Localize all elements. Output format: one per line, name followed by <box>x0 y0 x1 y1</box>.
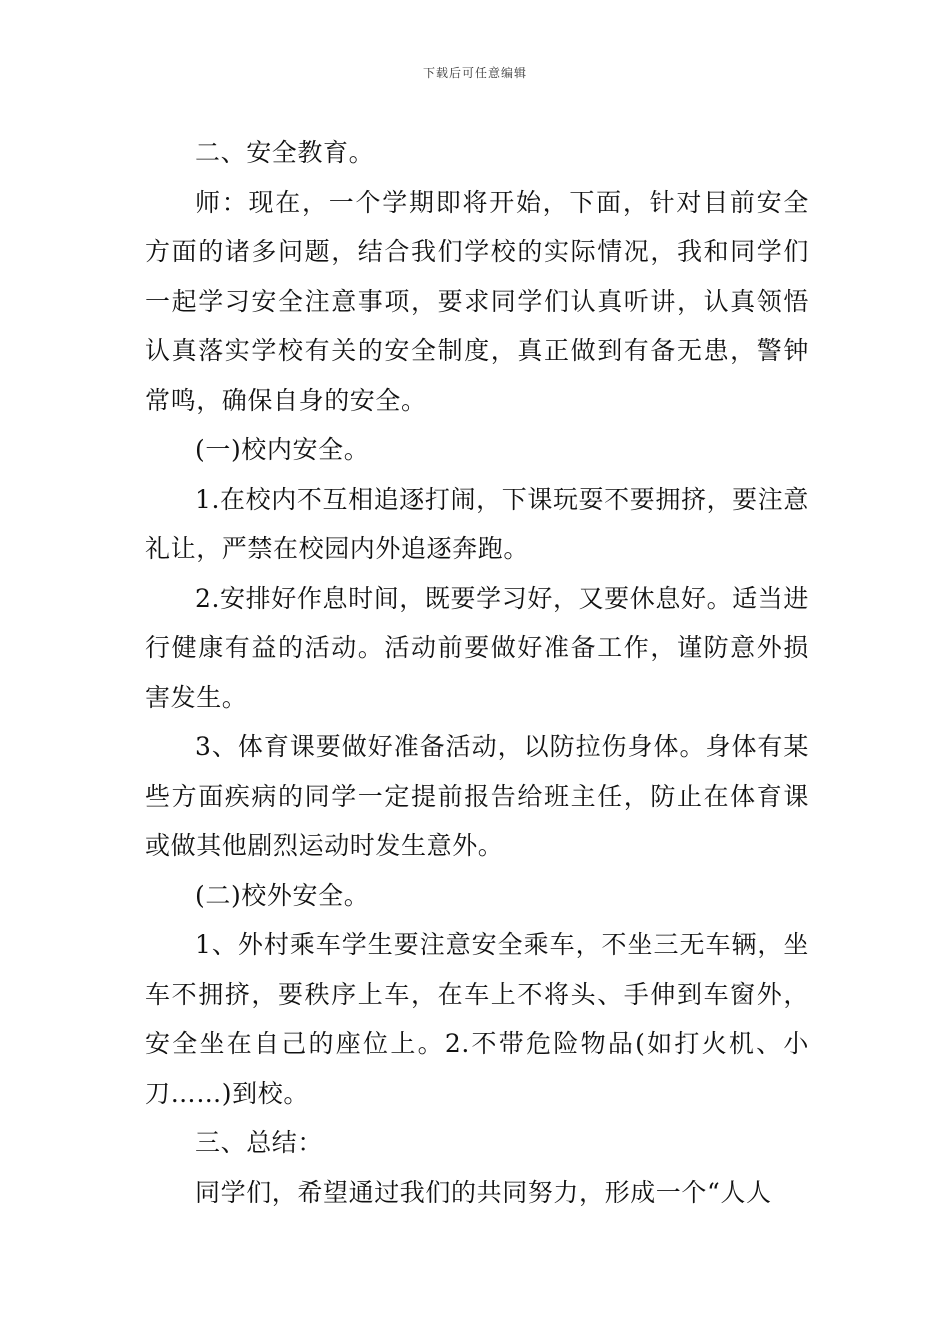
paragraph-campus-item-3: 3、体育课要做好准备活动，以防拉伤身体。身体有某些方面疾病的同学一定提前报告给班主任，防止在体育课或做其他剧烈运动时发生意外。 <box>145 732 809 860</box>
page-header: 下载后可任意编辑 <box>422 66 527 80</box>
paragraph-teacher-intro: 师：现在，一个学期即将开始，下面，针对目前安全方面的诸多问题，结合我们学校的实际情况，我和同学们一起学习安全注意事项，要求同学们认真听讲，认真领悟认真落实学校有关的安全制度，真正做到有备无患，警钟常鸣，确保自身的安全。 <box>145 187 809 415</box>
document-body <box>145 128 809 1217</box>
paragraph-campus-item-1: 1.在校内不互相追逐打闹，下课玩耍不要拥挤，要注意礼让，严禁在校园内外追逐奔跑。 <box>145 484 809 563</box>
subheading-campus-safety: (一)校内安全。 <box>195 435 370 464</box>
section-heading-safety-education: 二、安全教育。 <box>195 138 375 167</box>
paragraph-summary: 同学们，希望通过我们的共同努力，形成一个“人人 <box>195 1177 772 1207</box>
section-heading-summary: 三、总结： <box>195 1128 324 1157</box>
paragraph-campus-item-2: 2.安排好作息时间，既要学习好，又要休息好。适当进行健康有益的活动。活动前要做好准备工作，谨防意外损害发生。 <box>145 583 809 712</box>
subheading-offcampus-safety: (二)校外安全。 <box>195 880 370 910</box>
paragraph-offcampus-item-1: 1、外村乘车学生要注意安全乘车，不坐三无车辆，坐车不拥挤，要秩序上车，在车上不将头、手伸到车窗外，安全坐在自己的座位上。2.不带危险物品(如打火机、小刀……)到校。 <box>145 930 809 1108</box>
